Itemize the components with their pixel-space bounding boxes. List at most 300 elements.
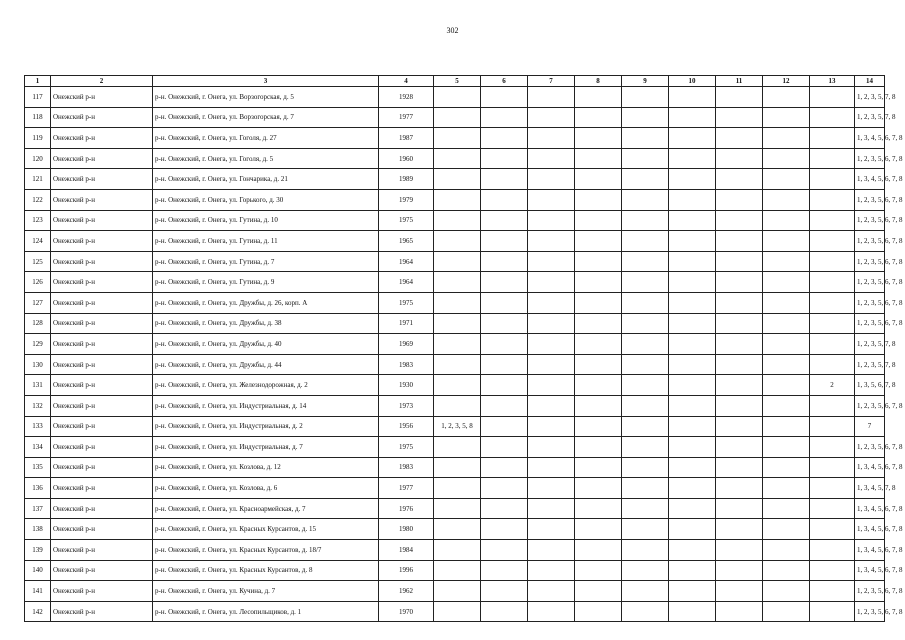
table-row <box>25 519 885 540</box>
col-13-cell <box>810 395 855 416</box>
address-cell: р-н. Онежский, г. Онега, ул. Лесопильщиков, д. 1 <box>153 601 379 622</box>
district-cell: Онежский р-н <box>51 231 153 252</box>
col-7-cell <box>528 375 575 396</box>
column-header-13: 13 <box>810 76 855 87</box>
column-header-10: 10 <box>669 76 716 87</box>
col-8-cell <box>575 231 622 252</box>
col-14-cell: 1, 2, 3, 5, 6, 7, 8 <box>855 292 885 313</box>
col-5-cell <box>434 395 481 416</box>
col-6-cell <box>481 292 528 313</box>
col-7-cell <box>528 581 575 602</box>
col-9-cell <box>622 560 669 581</box>
address-cell: р-н. Онежский, г. Онега, ул. Гутина, д. 9 <box>153 272 379 293</box>
col-10-cell <box>669 498 716 519</box>
col-8-cell <box>575 107 622 128</box>
col-14-cell: 1, 2, 3, 5, 6, 7, 8 <box>855 251 885 272</box>
col-14-cell: 1, 2, 3, 5, 7, 8 <box>855 334 885 355</box>
address-cell: р-н. Онежский, г. Онега, ул. Железнодорожная, д. 2 <box>153 375 379 396</box>
address-cell: р-н. Онежский, г. Онега, ул. Гутина, д. 11 <box>153 231 379 252</box>
col-9-cell <box>622 416 669 437</box>
year-cell: 1989 <box>379 169 434 190</box>
col-8-cell <box>575 148 622 169</box>
col-11-cell <box>716 148 763 169</box>
district-cell: Онежский р-н <box>51 581 153 602</box>
address-cell: р-н. Онежский, г. Онега, ул. Гутина, д. 10 <box>153 210 379 231</box>
table-header-row <box>25 76 885 87</box>
col-13-cell <box>810 560 855 581</box>
col-10-cell <box>669 395 716 416</box>
year-cell: 1956 <box>379 416 434 437</box>
col-6-cell <box>481 519 528 540</box>
col-9-cell <box>622 519 669 540</box>
col-9-cell <box>622 540 669 561</box>
col-14-cell: 1, 2, 3, 5, 7, 8 <box>855 354 885 375</box>
col-10-cell <box>669 251 716 272</box>
col-11-cell <box>716 498 763 519</box>
year-cell: 1984 <box>379 540 434 561</box>
col-11-cell <box>716 313 763 334</box>
col-7-cell <box>528 107 575 128</box>
col-12-cell <box>763 519 810 540</box>
year-cell: 1973 <box>379 395 434 416</box>
col-8-cell <box>575 313 622 334</box>
table-row <box>25 231 885 252</box>
col-8-cell <box>575 540 622 561</box>
col-14-cell: 1, 3, 4, 5, 6, 7, 8 <box>855 519 885 540</box>
address-cell: р-н. Онежский, г. Онега, ул. Индустриальная, д. 14 <box>153 395 379 416</box>
col-9-cell <box>622 498 669 519</box>
col-7-cell <box>528 292 575 313</box>
col-12-cell <box>763 354 810 375</box>
address-cell: р-н. Онежский, г. Онега, ул. Дружбы, д. 38 <box>153 313 379 334</box>
col-8-cell <box>575 581 622 602</box>
row-number-cell: 134 <box>25 437 51 458</box>
row-number-cell: 132 <box>25 395 51 416</box>
row-number-cell: 129 <box>25 334 51 355</box>
row-number-cell: 140 <box>25 560 51 581</box>
table-row <box>25 416 885 437</box>
col-10-cell <box>669 148 716 169</box>
table-row <box>25 87 885 108</box>
col-11-cell <box>716 107 763 128</box>
col-10-cell <box>669 519 716 540</box>
col-12-cell <box>763 457 810 478</box>
address-cell: р-н. Онежский, г. Онега, ул. Дружбы, д. 26, корп. А <box>153 292 379 313</box>
col-6-cell <box>481 189 528 210</box>
col-6-cell <box>481 313 528 334</box>
district-cell: Онежский р-н <box>51 334 153 355</box>
district-cell: Онежский р-н <box>51 107 153 128</box>
district-cell: Онежский р-н <box>51 457 153 478</box>
col-13-cell <box>810 416 855 437</box>
col-13-cell <box>810 87 855 108</box>
row-number-cell: 128 <box>25 313 51 334</box>
col-10-cell <box>669 601 716 622</box>
col-9-cell <box>622 87 669 108</box>
table-row <box>25 375 885 396</box>
col-5-cell <box>434 128 481 149</box>
col-6-cell <box>481 601 528 622</box>
district-cell: Онежский р-н <box>51 437 153 458</box>
table-row <box>25 498 885 519</box>
year-cell: 1965 <box>379 231 434 252</box>
col-13-cell <box>810 148 855 169</box>
col-10-cell <box>669 581 716 602</box>
row-number-cell: 142 <box>25 601 51 622</box>
col-8-cell <box>575 519 622 540</box>
col-10-cell <box>669 375 716 396</box>
column-header-3: 3 <box>153 76 379 87</box>
address-cell: р-н. Онежский, г. Онега, ул. Красных Курсантов, д. 8 <box>153 560 379 581</box>
year-cell: 1996 <box>379 560 434 581</box>
col-12-cell <box>763 601 810 622</box>
col-11-cell <box>716 519 763 540</box>
col-10-cell <box>669 107 716 128</box>
row-number-cell: 130 <box>25 354 51 375</box>
col-14-cell: 1, 3, 4, 5, 6, 7, 8 <box>855 498 885 519</box>
col-13-cell <box>810 457 855 478</box>
col-6-cell <box>481 272 528 293</box>
col-10-cell <box>669 169 716 190</box>
table-row <box>25 128 885 149</box>
col-11-cell <box>716 231 763 252</box>
year-cell: 1930 <box>379 375 434 396</box>
table-body <box>25 87 903 622</box>
col-7-cell <box>528 210 575 231</box>
col-10-cell <box>669 292 716 313</box>
col-14-cell: 1, 2, 3, 5, 6, 7, 8 <box>855 437 885 458</box>
col-5-cell <box>434 272 481 293</box>
table-row <box>25 210 885 231</box>
address-cell: р-н. Онежский, г. Онега, ул. Гутина, д. 7 <box>153 251 379 272</box>
year-cell: 1960 <box>379 148 434 169</box>
col-11-cell <box>716 334 763 355</box>
column-header-4: 4 <box>379 76 434 87</box>
col-8-cell <box>575 210 622 231</box>
col-7-cell <box>528 251 575 272</box>
table-row <box>25 148 885 169</box>
col-7-cell <box>528 169 575 190</box>
address-cell: р-н. Онежский, г. Онега, ул. Дружбы, д. 44 <box>153 354 379 375</box>
col-12-cell <box>763 334 810 355</box>
col-7-cell <box>528 189 575 210</box>
col-6-cell <box>481 87 528 108</box>
col-5-cell <box>434 601 481 622</box>
col-12-cell <box>763 210 810 231</box>
col-12-cell <box>763 87 810 108</box>
col-12-cell <box>763 540 810 561</box>
table-row <box>25 251 885 272</box>
row-number-cell: 120 <box>25 148 51 169</box>
address-cell: р-н. Онежский, г. Онега, ул. Индустриальная, д. 7 <box>153 437 379 458</box>
year-cell: 1975 <box>379 292 434 313</box>
col-9-cell <box>622 334 669 355</box>
col-5-cell <box>434 210 481 231</box>
col-6-cell <box>481 148 528 169</box>
row-number-cell: 125 <box>25 251 51 272</box>
col-13-cell: 2 <box>810 375 855 396</box>
row-number-cell: 117 <box>25 87 51 108</box>
col-6-cell <box>481 560 528 581</box>
col-11-cell <box>716 560 763 581</box>
col-7-cell <box>528 519 575 540</box>
row-number-cell: 118 <box>25 107 51 128</box>
col-6-cell <box>481 107 528 128</box>
year-cell: 1964 <box>379 251 434 272</box>
col-8-cell <box>575 601 622 622</box>
col-5-cell <box>434 581 481 602</box>
col-9-cell <box>622 251 669 272</box>
col-5-cell <box>434 313 481 334</box>
year-cell: 1975 <box>379 437 434 458</box>
col-12-cell <box>763 292 810 313</box>
col-9-cell <box>622 313 669 334</box>
address-cell: р-н. Онежский, г. Онега, ул. Горького, д. 30 <box>153 189 379 210</box>
col-5-cell <box>434 437 481 458</box>
year-cell: 1971 <box>379 313 434 334</box>
col-8-cell <box>575 189 622 210</box>
col-13-cell <box>810 231 855 252</box>
district-cell: Онежский р-н <box>51 354 153 375</box>
col-14-cell: 1, 2, 3, 5, 6, 7, 8 <box>855 272 885 293</box>
col-6-cell <box>481 395 528 416</box>
col-6-cell <box>481 416 528 437</box>
col-9-cell <box>622 169 669 190</box>
col-14-cell: 1, 3, 5, 6, 7, 8 <box>855 375 885 396</box>
col-12-cell <box>763 581 810 602</box>
col-9-cell <box>622 478 669 499</box>
col-10-cell <box>669 128 716 149</box>
col-12-cell <box>763 231 810 252</box>
col-12-cell <box>763 107 810 128</box>
district-cell: Онежский р-н <box>51 375 153 396</box>
col-12-cell <box>763 375 810 396</box>
col-11-cell <box>716 437 763 458</box>
col-7-cell <box>528 128 575 149</box>
table-row <box>25 457 885 478</box>
district-cell: Онежский р-н <box>51 540 153 561</box>
address-cell: р-н. Онежский, г. Онега, ул. Кучина, д. 7 <box>153 581 379 602</box>
col-9-cell <box>622 128 669 149</box>
col-8-cell <box>575 87 622 108</box>
col-6-cell <box>481 478 528 499</box>
col-8-cell <box>575 457 622 478</box>
col-6-cell <box>481 128 528 149</box>
col-9-cell <box>622 457 669 478</box>
row-number-cell: 131 <box>25 375 51 396</box>
col-10-cell <box>669 354 716 375</box>
col-12-cell <box>763 416 810 437</box>
column-header-1: 1 <box>25 76 51 87</box>
table-row <box>25 437 885 458</box>
col-14-cell: 1, 2, 3, 5, 6, 7, 8 <box>855 210 885 231</box>
col-12-cell <box>763 478 810 499</box>
col-5-cell: 1, 2, 3, 5, 8 <box>434 416 481 437</box>
col-10-cell <box>669 540 716 561</box>
address-cell: р-н. Онежский, г. Онега, ул. Гончарика, д. 21 <box>153 169 379 190</box>
col-13-cell <box>810 313 855 334</box>
col-10-cell <box>669 189 716 210</box>
col-8-cell <box>575 416 622 437</box>
col-7-cell <box>528 272 575 293</box>
col-7-cell <box>528 148 575 169</box>
col-8-cell <box>575 128 622 149</box>
col-13-cell <box>810 128 855 149</box>
column-header-6: 6 <box>481 76 528 87</box>
address-cell: р-н. Онежский, г. Онега, ул. Козлова, д. 6 <box>153 478 379 499</box>
col-9-cell <box>622 189 669 210</box>
col-14-cell: 1, 2, 3, 5, 6, 7, 8 <box>855 189 885 210</box>
col-12-cell <box>763 251 810 272</box>
row-number-cell: 139 <box>25 540 51 561</box>
col-5-cell <box>434 148 481 169</box>
address-cell: р-н. Онежский, г. Онега, ул. Красноармейская, д. 7 <box>153 498 379 519</box>
table-row <box>25 601 885 622</box>
col-5-cell <box>434 231 481 252</box>
year-cell: 1969 <box>379 334 434 355</box>
col-6-cell <box>481 457 528 478</box>
col-5-cell <box>434 375 481 396</box>
district-cell: Онежский р-н <box>51 210 153 231</box>
col-13-cell <box>810 519 855 540</box>
col-12-cell <box>763 437 810 458</box>
col-11-cell <box>716 581 763 602</box>
col-11-cell <box>716 251 763 272</box>
col-12-cell <box>763 313 810 334</box>
column-header-14: 14 <box>855 76 885 87</box>
year-cell: 1983 <box>379 457 434 478</box>
col-11-cell <box>716 416 763 437</box>
address-cell: р-н. Онежский, г. Онега, ул. Индустриальная, д. 2 <box>153 416 379 437</box>
col-7-cell <box>528 313 575 334</box>
col-14-cell: 1, 3, 4, 5, 6, 7, 8 <box>855 128 885 149</box>
col-8-cell <box>575 560 622 581</box>
col-7-cell <box>528 560 575 581</box>
address-cell: р-н. Онежский, г. Онега, ул. Ворзогорская, д. 5 <box>153 87 379 108</box>
col-13-cell <box>810 210 855 231</box>
col-10-cell <box>669 272 716 293</box>
col-13-cell <box>810 354 855 375</box>
col-9-cell <box>622 231 669 252</box>
row-number-cell: 138 <box>25 519 51 540</box>
col-6-cell <box>481 251 528 272</box>
col-10-cell <box>669 87 716 108</box>
row-number-cell: 135 <box>25 457 51 478</box>
col-14-cell: 1, 2, 3, 5, 6, 7, 8 <box>855 601 885 622</box>
col-5-cell <box>434 498 481 519</box>
col-13-cell <box>810 189 855 210</box>
col-6-cell <box>481 540 528 561</box>
year-cell: 1979 <box>379 189 434 210</box>
address-cell: р-н. Онежский, г. Онега, ул. Красных Курсантов, д. 15 <box>153 519 379 540</box>
col-5-cell <box>434 189 481 210</box>
table-row <box>25 581 885 602</box>
col-12-cell <box>763 560 810 581</box>
year-cell: 1976 <box>379 498 434 519</box>
col-12-cell <box>763 128 810 149</box>
col-14-cell: 1, 2, 3, 5, 7, 8 <box>855 107 885 128</box>
table-row <box>25 478 885 499</box>
col-5-cell <box>434 169 481 190</box>
col-14-cell: 1, 2, 3, 5, 6, 7, 8 <box>855 395 885 416</box>
col-8-cell <box>575 437 622 458</box>
col-14-cell: 1, 3, 4, 5, 6, 7, 8 <box>855 457 885 478</box>
row-number-cell: 124 <box>25 231 51 252</box>
col-14-cell: 1, 2, 3, 5, 7, 8 <box>855 87 885 108</box>
col-13-cell <box>810 478 855 499</box>
col-6-cell <box>481 354 528 375</box>
col-8-cell <box>575 498 622 519</box>
col-5-cell <box>434 334 481 355</box>
col-11-cell <box>716 354 763 375</box>
district-cell: Онежский р-н <box>51 169 153 190</box>
column-header-8: 8 <box>575 76 622 87</box>
col-13-cell <box>810 107 855 128</box>
district-cell: Онежский р-н <box>51 272 153 293</box>
col-12-cell <box>763 169 810 190</box>
col-13-cell <box>810 581 855 602</box>
col-10-cell <box>669 210 716 231</box>
col-9-cell <box>622 107 669 128</box>
col-8-cell <box>575 272 622 293</box>
col-10-cell <box>669 416 716 437</box>
row-number-cell: 123 <box>25 210 51 231</box>
column-header-7: 7 <box>528 76 575 87</box>
address-cell: р-н. Онежский, г. Онега, ул. Гоголя, д. 27 <box>153 128 379 149</box>
col-7-cell <box>528 334 575 355</box>
col-11-cell <box>716 457 763 478</box>
table-row <box>25 313 885 334</box>
col-6-cell <box>481 334 528 355</box>
col-8-cell <box>575 375 622 396</box>
column-header-2: 2 <box>51 76 153 87</box>
housing-registry-table <box>24 75 903 622</box>
col-8-cell <box>575 334 622 355</box>
district-cell: Онежский р-н <box>51 251 153 272</box>
col-7-cell <box>528 354 575 375</box>
col-5-cell <box>434 251 481 272</box>
row-number-cell: 119 <box>25 128 51 149</box>
row-number-cell: 121 <box>25 169 51 190</box>
district-cell: Онежский р-н <box>51 313 153 334</box>
col-5-cell <box>434 107 481 128</box>
year-cell: 1962 <box>379 581 434 602</box>
col-9-cell <box>622 210 669 231</box>
col-14-cell: 7 <box>855 416 885 437</box>
col-7-cell <box>528 498 575 519</box>
col-7-cell <box>528 416 575 437</box>
column-header-5: 5 <box>434 76 481 87</box>
col-10-cell <box>669 478 716 499</box>
col-7-cell <box>528 395 575 416</box>
row-number-cell: 136 <box>25 478 51 499</box>
col-5-cell <box>434 478 481 499</box>
col-6-cell <box>481 210 528 231</box>
table-row <box>25 334 885 355</box>
col-9-cell <box>622 601 669 622</box>
col-14-cell: 1, 3, 4, 5, 6, 7, 8 <box>855 560 885 581</box>
district-cell: Онежский р-н <box>51 478 153 499</box>
col-14-cell: 1, 2, 3, 5, 6, 7, 8 <box>855 581 885 602</box>
year-cell: 1977 <box>379 478 434 499</box>
row-number-cell: 133 <box>25 416 51 437</box>
col-8-cell <box>575 251 622 272</box>
table-row <box>25 272 885 293</box>
col-10-cell <box>669 231 716 252</box>
district-cell: Онежский р-н <box>51 560 153 581</box>
col-12-cell <box>763 395 810 416</box>
col-7-cell <box>528 231 575 252</box>
